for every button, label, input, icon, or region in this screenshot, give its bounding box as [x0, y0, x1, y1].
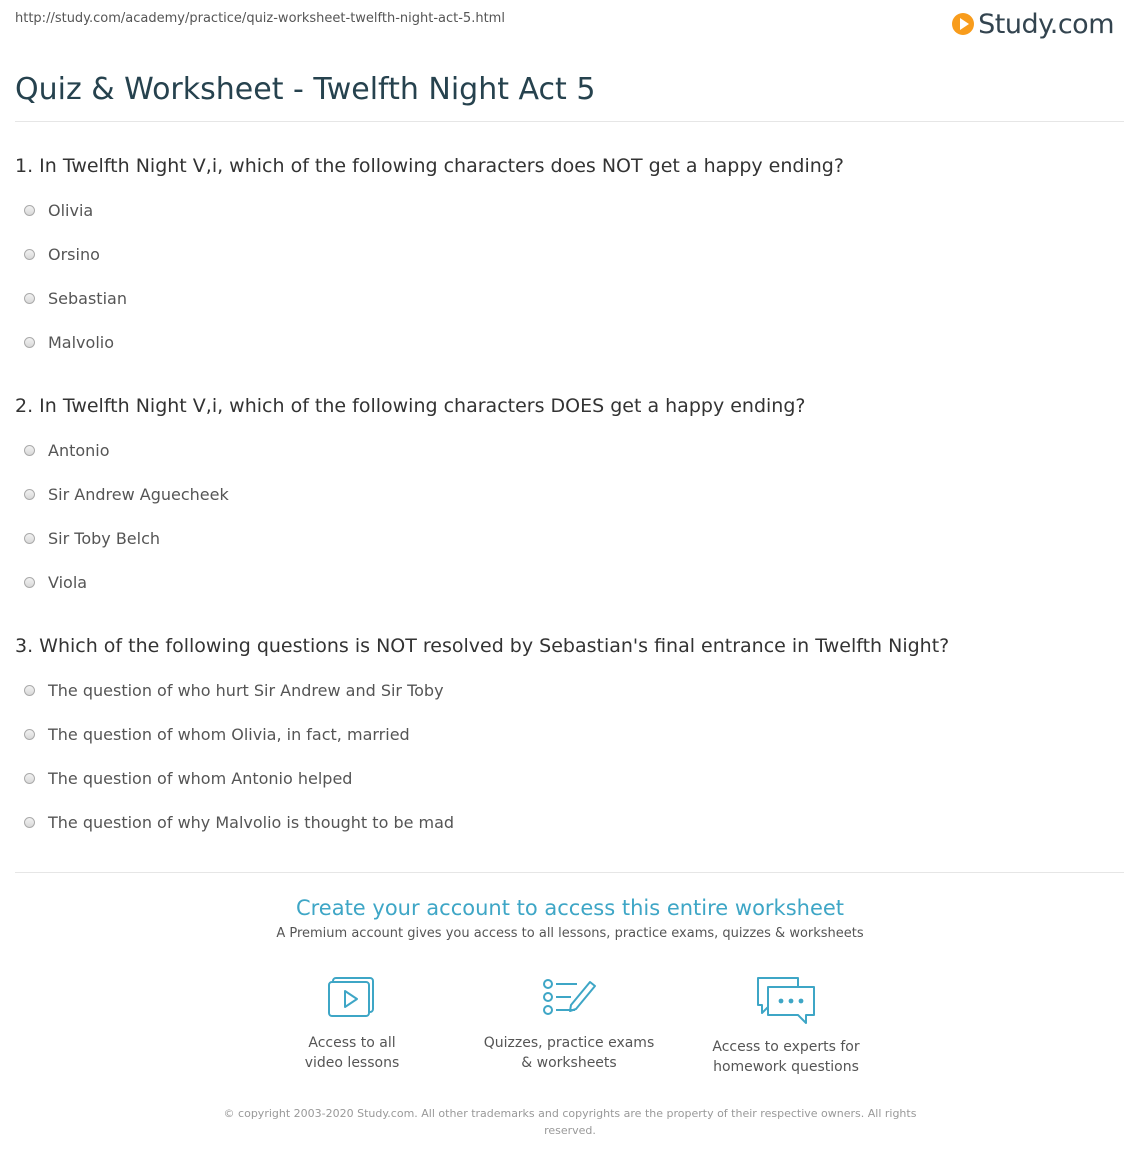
radio-button[interactable] — [24, 489, 35, 500]
quiz-checklist-icon — [541, 975, 597, 1021]
question-1 — [15, 155, 844, 364]
answer-label: Viola — [48, 572, 88, 592]
question-text: 1. In Twelfth Night V,i, which of the following characters does NOT get a happy ending? — [15, 155, 844, 177]
question-text: 2. In Twelfth Night V,i, which of the following characters DOES get a happy ending? — [15, 395, 806, 417]
premium-description: A Premium account gives you access to all lessons, practice exams, quizzes & worksheets — [276, 926, 864, 941]
answer-label: The question of why Malvolio is thought to be mad — [48, 812, 455, 832]
question-text: 3. Which of the following questions is NOT resolved by Sebastian's final entrance in Twelfth Night? — [15, 635, 950, 657]
answer-label: The question of whom Antonio helped — [48, 768, 353, 788]
feature-experts — [686, 975, 886, 1077]
radio-button[interactable] — [24, 577, 35, 588]
answer-label: Orsino — [48, 244, 100, 264]
radio-button[interactable] — [24, 817, 35, 828]
feature-quizzes — [469, 975, 669, 1073]
question-2 — [15, 395, 806, 604]
feature-label: Access to all video lessons — [304, 1035, 400, 1071]
radio-button[interactable] — [24, 773, 35, 784]
answer-label: Olivia — [48, 200, 94, 220]
answer-options — [15, 428, 806, 604]
questions-divider — [15, 872, 1124, 873]
answer-option[interactable] — [15, 756, 949, 800]
radio-button[interactable] — [24, 533, 35, 544]
question-3 — [15, 635, 949, 844]
answer-option[interactable] — [15, 712, 949, 756]
feature-video-lessons — [252, 975, 452, 1073]
answer-option[interactable] — [15, 560, 806, 604]
copyright-footer: © copyright 2003-2020 Study.com. All other trademarks and copyrights are the property of their respective owners. All rights reserved. — [223, 1107, 917, 1137]
radio-button[interactable] — [24, 205, 35, 216]
answer-option[interactable] — [15, 472, 806, 516]
answer-option[interactable] — [15, 232, 844, 276]
answer-label: Antonio — [48, 440, 110, 460]
answer-label: Sir Andrew Aguecheek — [48, 484, 229, 504]
answer-option[interactable] — [15, 276, 844, 320]
answer-option[interactable] — [15, 800, 949, 844]
answer-options — [15, 668, 949, 844]
radio-button[interactable] — [24, 249, 35, 260]
answer-option[interactable] — [15, 428, 806, 472]
page-title: Quiz & Worksheet - Twelfth Night Act 5 — [15, 72, 596, 107]
study-logo[interactable] — [952, 6, 1114, 42]
answer-option[interactable] — [15, 188, 844, 232]
logo-text: Study.com — [978, 8, 1114, 40]
answer-option[interactable] — [15, 320, 844, 364]
answer-label: Sir Toby Belch — [48, 528, 161, 548]
answer-option[interactable] — [15, 516, 806, 560]
answer-label: The question of whom Olivia, in fact, married — [48, 724, 410, 744]
play-logo-icon — [952, 13, 974, 35]
answer-options — [15, 188, 844, 364]
answer-label: The question of who hurt Sir Andrew and Sir Toby — [48, 680, 444, 700]
create-account-link[interactable]: Create your account to access this entire worksheet — [295, 896, 845, 920]
feature-label: Quizzes, practice exams & worksheets — [483, 1035, 655, 1071]
answer-option[interactable] — [15, 668, 949, 712]
radio-button[interactable] — [24, 729, 35, 740]
title-divider — [15, 121, 1124, 122]
radio-button[interactable] — [24, 337, 35, 348]
radio-button[interactable] — [24, 685, 35, 696]
feature-label: Access to experts for homework questions — [712, 1039, 860, 1075]
video-lessons-icon — [326, 975, 378, 1021]
answer-label: Sebastian — [48, 288, 127, 308]
radio-button[interactable] — [24, 293, 35, 304]
chat-bubbles-icon — [754, 975, 818, 1025]
page-url: http://study.com/academy/practice/quiz-worksheet-twelfth-night-act-5.html — [15, 11, 505, 26]
answer-label: Malvolio — [48, 332, 114, 352]
radio-button[interactable] — [24, 445, 35, 456]
